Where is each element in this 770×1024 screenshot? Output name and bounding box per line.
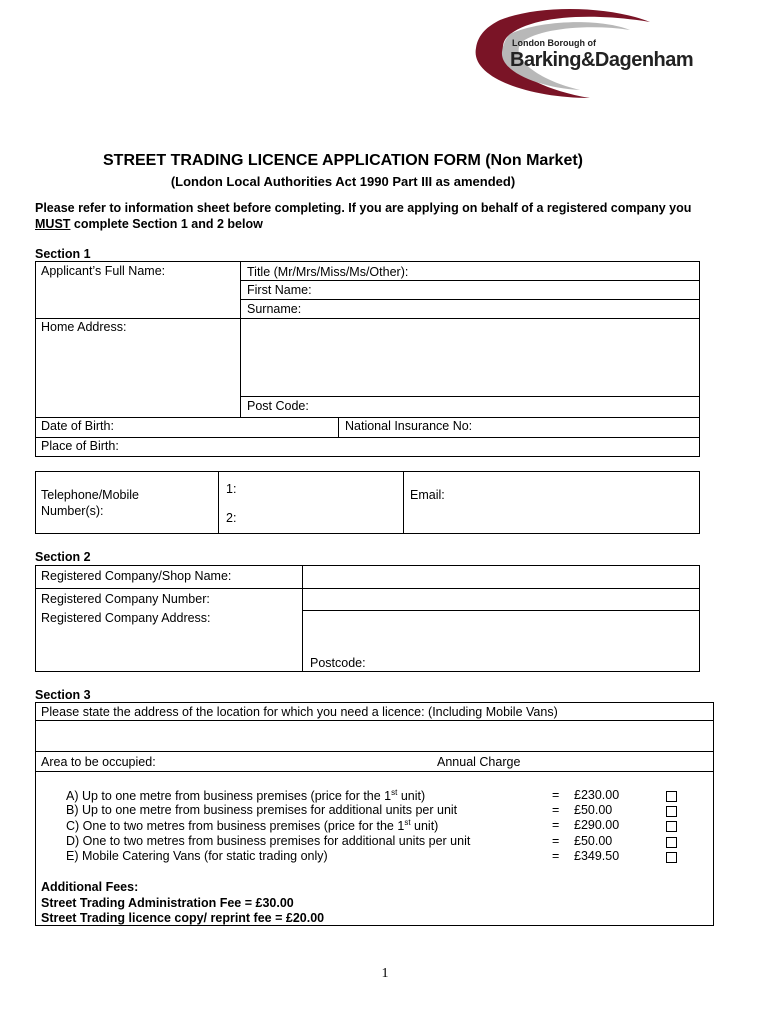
intro-text: Please refer to information sheet before completing. If you are applying on behalf of a registered company you MUST complete Section 1 and 2 below <box>35 201 692 231</box>
fee-price-e: £349.50 <box>574 849 620 863</box>
company-number-field[interactable] <box>303 589 699 609</box>
divider <box>240 299 700 300</box>
company-address-label: Registered Company Address: <box>41 611 211 625</box>
divider <box>240 396 700 397</box>
title-field[interactable]: Title (Mr/Mrs/Miss/Ms/Other): <box>247 265 409 279</box>
fee-b-checkbox[interactable] <box>666 806 677 817</box>
fee-option-e: E) Mobile Catering Vans (for static trading only) <box>66 849 328 863</box>
section3-label: Section 3 <box>35 688 91 702</box>
ni-field[interactable]: National Insurance No: <box>345 419 473 433</box>
fee-price-b: £50.00 <box>574 803 613 817</box>
fee-equals: = <box>552 849 560 863</box>
fee-option-b: B) Up to one metre from business premises for additional units per unit <box>66 803 458 817</box>
home-address-label: Home Address: <box>41 320 127 334</box>
fee-equals: = <box>552 818 560 832</box>
fee-d-checkbox[interactable] <box>666 837 677 848</box>
divider <box>35 771 714 772</box>
divider <box>403 471 404 534</box>
annual-charge-label: Annual Charge <box>437 755 521 769</box>
telephone-label-2: Number(s): <box>41 504 104 518</box>
fee-option-c: C) One to two metres from business premises (price for the 1st unit) <box>66 818 439 834</box>
fee-e-checkbox[interactable] <box>666 852 677 863</box>
fee-a-checkbox[interactable] <box>666 791 677 802</box>
logo-small-text: London Borough of <box>512 38 596 48</box>
telephone-1-field[interactable]: 1: <box>226 482 237 496</box>
home-address-field[interactable] <box>241 319 699 395</box>
divider <box>218 471 219 534</box>
surname-field[interactable]: Surname: <box>247 302 302 316</box>
page-number: 1 <box>381 966 389 981</box>
additional-fees-heading: Additional Fees: <box>41 880 139 894</box>
company-postcode-label: Postcode: <box>310 656 366 670</box>
fee-option-a: A) Up to one metre from business premises (price for the 1st unit) <box>66 788 426 804</box>
divider <box>240 280 700 281</box>
fee-equals: = <box>552 834 560 848</box>
location-field[interactable] <box>36 721 713 750</box>
area-label: Area to be occupied: <box>41 755 156 769</box>
fee-equals: = <box>552 788 560 802</box>
first-name-field[interactable]: First Name: <box>247 283 312 297</box>
company-name-field[interactable] <box>303 566 699 587</box>
post-code-field[interactable]: Post Code: <box>247 399 309 413</box>
divider <box>35 417 700 418</box>
fee-c-checkbox[interactable] <box>666 821 677 832</box>
divider <box>338 417 339 437</box>
divider <box>35 437 700 438</box>
fee-price-a: £230.00 <box>574 788 620 802</box>
location-question: Please state the address of the location for which you need a licence: (Including Mobile Vans) <box>41 705 558 719</box>
email-field[interactable]: Email: <box>410 488 445 502</box>
telephone-label: Telephone/Mobile <box>41 488 139 502</box>
fee-price-d: £50.00 <box>574 834 613 848</box>
section2-label: Section 2 <box>35 550 91 564</box>
admin-fee: Street Trading Administration Fee = £30.00 <box>41 896 294 910</box>
dob-field[interactable]: Date of Birth: <box>41 419 114 433</box>
telephone-table <box>35 471 700 534</box>
full-name-label: Applicant’s Full Name: <box>41 264 166 278</box>
copy-fee: Street Trading licence copy/ reprint fee = £20.00 <box>41 911 325 925</box>
pob-field[interactable]: Place of Birth: <box>41 439 119 453</box>
fee-option-d: D) One to two metres from business premises for additional units per unit <box>66 834 471 848</box>
company-number-label: Registered Company Number: <box>41 592 210 606</box>
fee-equals: = <box>552 803 560 817</box>
company-name-label: Registered Company/Shop Name: <box>41 569 232 583</box>
telephone-2-field[interactable]: 2: <box>226 511 237 525</box>
section1-label: Section 1 <box>35 247 91 261</box>
divider <box>35 751 714 752</box>
logo-big-text: Barking&Dagenham <box>510 49 694 71</box>
form-title: STREET TRADING LICENCE APPLICATION FORM (Non Market) <box>103 152 583 169</box>
council-logo <box>470 8 740 108</box>
fee-price-c: £290.00 <box>574 818 620 832</box>
form-subtitle: (London Local Authorities Act 1990 Part III as amended) <box>170 174 516 189</box>
must-emphasis: MUST <box>35 217 71 231</box>
